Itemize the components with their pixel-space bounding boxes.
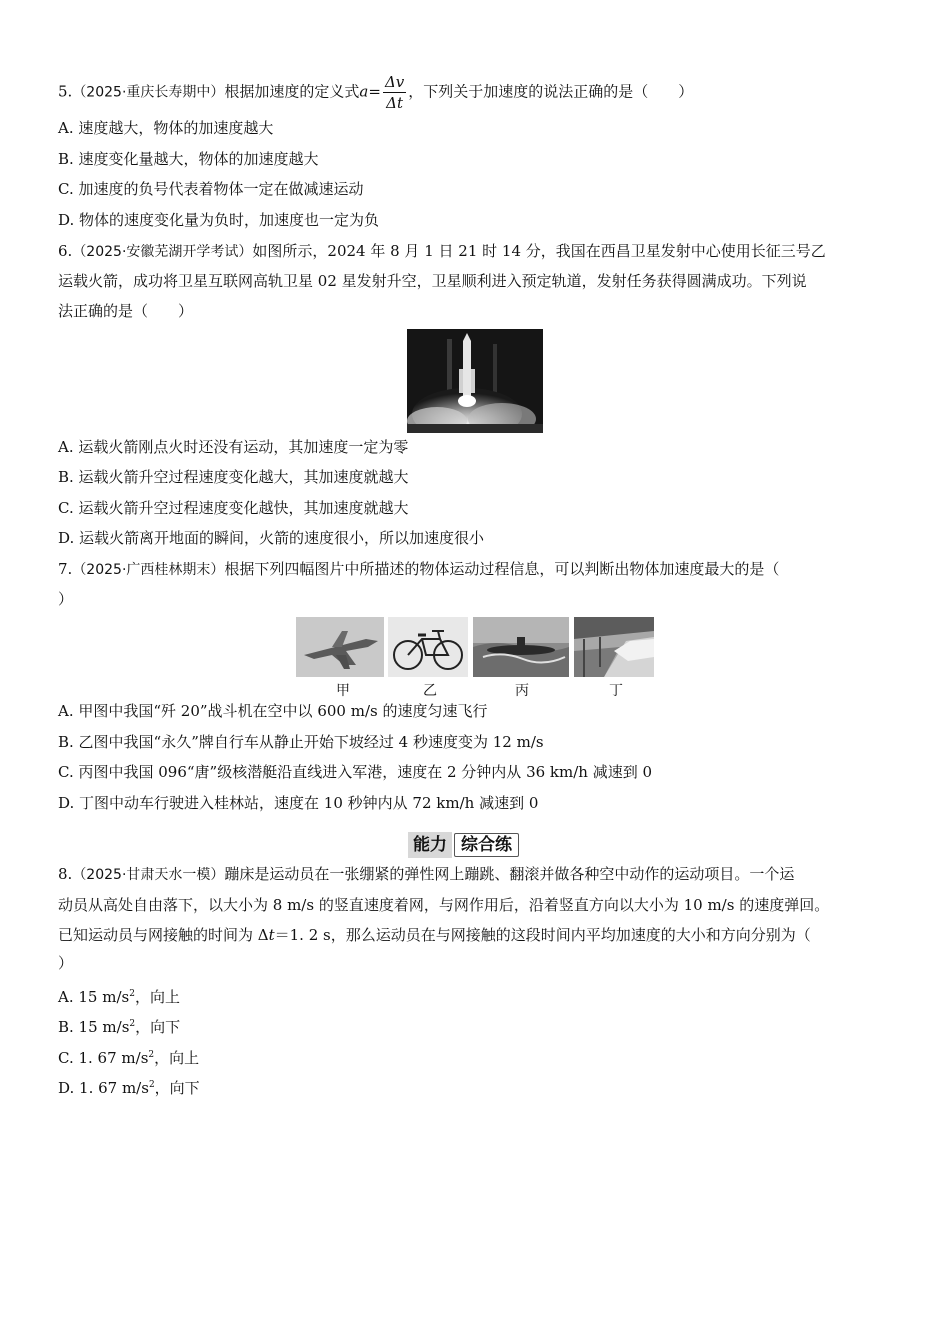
q8-option-b-label: B. 15 m/s	[58, 1018, 130, 1036]
q6-stem-text1: 如图所示，2024 年 8 月 1 日 21 时 14 分，我国在西昌卫星发射中心使用长征三号乙	[252, 242, 826, 260]
fighter-jet-illustration	[296, 617, 384, 677]
q5-number: 5.	[58, 82, 73, 101]
q8-stem-text1: 蹦床是运动员在一张绷紧的弹性网上蹦跳、翻滚并做各种空中动作的运动项目。一个运	[224, 865, 795, 883]
q7-stem-text1: 根据下列四幅图片中所描述的物体运动过程信息，可以判断出物体加速度最大的是（	[224, 560, 780, 578]
q6-source: （2025·安徽芜湖开学考试）	[72, 244, 253, 260]
q8-option-a	[58, 983, 180, 1008]
banner-part2: 综合练	[454, 833, 519, 857]
q6-number: 6.	[58, 242, 73, 260]
banner-part1: 能力	[408, 832, 452, 858]
q7-option-d: D. 丁图中动车行驶进入桂林站，速度在 10 秒钟内从 72 km/h 减速到 0	[58, 794, 539, 812]
q8-option-c-tail: ，向上	[154, 1049, 200, 1067]
submarine-illustration	[473, 617, 569, 677]
q7-number: 7.	[58, 560, 73, 578]
q8-option-b	[58, 1013, 180, 1038]
q7-option-a: A. 甲图中我国“歼 20”战斗机在空中以 600 m/s 的速度匀速飞行	[58, 702, 488, 720]
q6-stem-line3: 法正确的是（ ）	[58, 302, 194, 320]
q8-option-a-tail: ，向上	[134, 988, 180, 1006]
q5-option-a: A. 速度越大，物体的加速度越大	[58, 119, 274, 137]
q8-option-d-tail: ，向下	[154, 1079, 200, 1097]
caption-ding: 丁	[609, 683, 623, 699]
q8-option-b-sup: 2	[129, 1019, 136, 1029]
train-station-illustration	[574, 617, 654, 677]
q7-source: （2025·广西桂林期末）	[72, 562, 225, 578]
q8-option-c-label: C. 1. 67 m/s	[58, 1049, 149, 1067]
fighter-jet-image	[296, 617, 384, 677]
q6-option-b: B. 运载火箭升空过程速度变化越大，其加速度就越大	[58, 468, 409, 486]
q8-option-d-sup: 2	[148, 1080, 155, 1090]
q8-option-d	[58, 1074, 200, 1099]
train-station-image	[574, 617, 654, 677]
q6-stem-line1	[58, 240, 826, 263]
q8-stem-line1	[58, 863, 794, 886]
q8-source: （2025·甘肃天水一模）	[72, 867, 225, 883]
q5-option-d: D. 物体的速度变化量为负时，加速度也一定为负	[58, 211, 380, 229]
q5-formula-denominator: Δt	[386, 94, 404, 112]
q8-option-c	[58, 1044, 199, 1069]
caption-yi: 乙	[423, 683, 437, 699]
q5-formula-numerator: Δv	[384, 73, 405, 91]
submarine-image	[473, 617, 569, 677]
q8-stem-text3b: ＝1. 2 s，那么运动员在与网接触的这段时间内平均加速度的大小和方向分别为（	[274, 926, 811, 944]
bicycle-illustration	[388, 617, 468, 677]
q5-option-b: B. 速度变化量越大，物体的加速度越大	[58, 150, 319, 168]
q8-option-a-label: A. 15 m/s	[58, 988, 130, 1006]
q6-option-d: D. 运载火箭离开地面的瞬间，火箭的速度很小，所以加速度很小	[58, 529, 485, 547]
q8-stem-text3a: 已知运动员与网接触的时间为 Δ	[58, 926, 269, 944]
caption-jia: 甲	[336, 683, 350, 699]
q5-stem	[58, 72, 693, 113]
q8-stem-line2: 动员从高处自由落下，以大小为 8 m/s 的竖直速度着网，与网作用后，沿着竖直方向以大小为 10 m/s 的速度弹回。	[58, 896, 830, 914]
rocket-launch-illustration	[407, 329, 543, 433]
q6-option-c: C. 运载火箭升空过程速度变化越快，其加速度就越大	[58, 499, 409, 517]
q8-option-b-tail: ，向下	[135, 1018, 181, 1036]
q7-stem-line2: ）	[58, 590, 74, 608]
q8-option-c-sup: 2	[148, 1050, 155, 1060]
rocket-launch-image	[407, 329, 543, 433]
caption-bing: 丙	[515, 683, 529, 699]
q8-stem-line4: ）	[58, 954, 74, 972]
q5-formula-lhs: a=	[359, 82, 381, 101]
q5-source: （2025·重庆长寿期中）	[72, 84, 225, 101]
q8-option-a-sup: 2	[129, 989, 135, 999]
q8-option-d-label: D. 1. 67 m/s	[58, 1079, 149, 1097]
q7-option-b: B. 乙图中我国“永久”牌自行车从静止开始下坡经过 4 秒速度变为 12 m/s	[58, 733, 544, 751]
bicycle-image	[388, 617, 468, 677]
q5-stem-b: ，下列关于加速度的说法正确的是（ ）	[408, 82, 694, 101]
q7-option-c: C. 丙图中我国 096“唐”级核潜艇沿直线进入军港，速度在 2 分钟内从 36 km/h 减速到 0	[58, 763, 653, 781]
q6-stem-line2: 运载火箭，成功将卫星互联网高轨卫星 02 星发射升空，卫星顺利进入预定轨道，发射任务获得圆满成功。下列说	[58, 272, 807, 290]
section-banner	[408, 832, 519, 858]
q7-stem-line1	[58, 558, 779, 581]
q8-number: 8.	[58, 865, 73, 883]
q5-formula-fraction	[383, 72, 406, 113]
q5-option-c: C. 加速度的负号代表着物体一定在做减速运动	[58, 180, 364, 198]
q5-stem-a: 根据加速度的定义式	[224, 82, 360, 101]
q8-stem-line3	[58, 924, 811, 946]
q6-option-a: A. 运载火箭刚点火时还没有运动，其加速度一定为零	[58, 438, 409, 456]
q8-stem-t: t	[268, 926, 275, 944]
